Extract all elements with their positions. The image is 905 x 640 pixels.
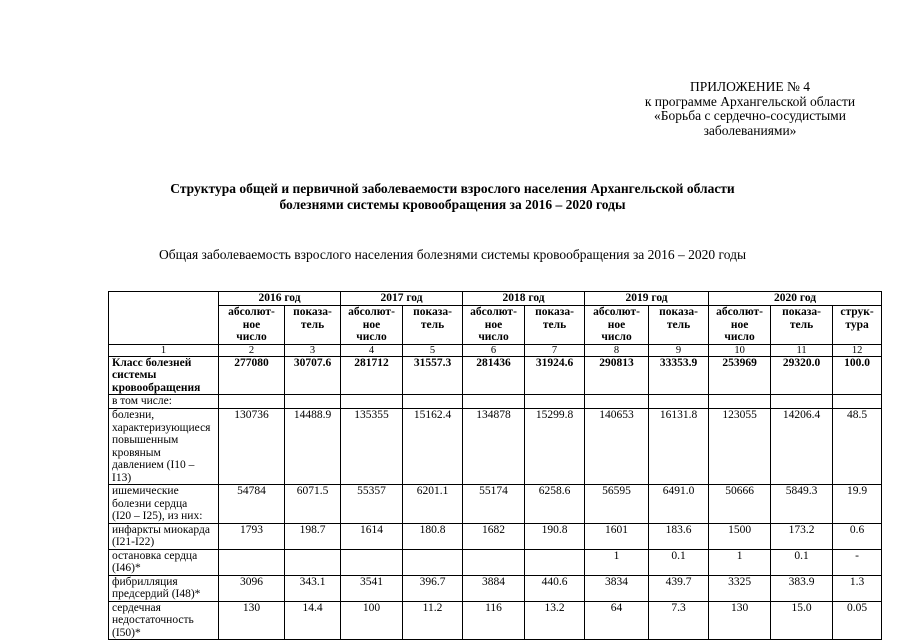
value-cell: 290813	[585, 356, 649, 395]
value-cell	[285, 395, 341, 409]
morbidity-table	[108, 291, 882, 640]
row-label-line: повышенным кровяным	[112, 434, 179, 459]
subheader-absolute-line: ное	[730, 318, 749, 331]
subheader-absolute-line: ное	[607, 318, 626, 331]
value-cell: 6201.1	[403, 485, 463, 524]
value-cell: 48.5	[833, 409, 882, 485]
row-label-line: фибрилляция предсердий (I48)*	[112, 575, 201, 600]
value-cell: 3884	[463, 575, 525, 601]
column-number: 5	[403, 344, 463, 356]
value-cell	[341, 395, 403, 409]
value-cell: 64	[585, 601, 649, 640]
row-label-line: болезни, характеризующиеся	[112, 409, 211, 434]
value-cell: 439.7	[649, 575, 709, 601]
subheader-rate	[649, 306, 709, 345]
row-label	[109, 575, 219, 601]
value-cell: 16131.8	[649, 409, 709, 485]
value-cell: 173.2	[771, 523, 833, 549]
value-cell: 19.9	[833, 485, 882, 524]
value-cell: 281712	[341, 356, 403, 395]
title-line-1: Структура общей и первичной заболеваемости взрослого населения Архангельской области	[170, 181, 735, 196]
value-cell: 6071.5	[285, 485, 341, 524]
value-cell: 15162.4	[403, 409, 463, 485]
table-row	[109, 485, 882, 524]
value-cell: 50666	[709, 485, 771, 524]
value-cell: 1500	[709, 523, 771, 549]
appendix-line-4: заболеваниями»	[703, 122, 797, 138]
table-row	[109, 549, 882, 575]
row-label-line: остановка сердца (I46)*	[112, 549, 198, 574]
value-cell: 100.0	[833, 356, 882, 395]
row-label-line: кровообращения	[112, 381, 201, 394]
subheader-rate	[285, 306, 341, 345]
row-label	[109, 485, 219, 524]
column-number: 8	[585, 344, 649, 356]
row-label-line: сердечная недостаточность	[112, 601, 194, 626]
value-cell	[403, 395, 463, 409]
table-row	[109, 395, 882, 409]
value-cell: 3325	[709, 575, 771, 601]
subheader-rate-line: показа-	[659, 306, 698, 318]
subheader-rate-line: показа-	[413, 306, 452, 318]
value-cell: 3834	[585, 575, 649, 601]
subheader-absolute-line: абсолют-	[228, 306, 275, 318]
value-cell: 13.2	[525, 601, 585, 640]
value-cell: 277080	[219, 356, 285, 395]
value-cell: 31557.3	[403, 356, 463, 395]
column-number: 9	[649, 344, 709, 356]
subheader-absolute	[709, 306, 771, 345]
value-cell: 3096	[219, 575, 285, 601]
value-cell	[525, 549, 585, 575]
subheader-absolute-line: абсолют-	[716, 306, 763, 318]
subheader-absolute-line: число	[601, 331, 632, 343]
value-cell	[525, 395, 585, 409]
value-cell: 198.7	[285, 523, 341, 549]
subheader-rate	[525, 306, 585, 345]
subheader-absolute-line: число	[356, 331, 387, 343]
value-cell	[219, 549, 285, 575]
column-number: 2	[219, 344, 285, 356]
year-header-2016: 2016 год	[219, 292, 341, 306]
subheader-absolute-line: ное	[484, 318, 503, 331]
subheader-rate-line: тель	[420, 318, 445, 331]
value-cell: 1601	[585, 523, 649, 549]
value-cell: -	[833, 549, 882, 575]
value-cell: 1	[709, 549, 771, 575]
row-label-line: в том числе:	[112, 395, 172, 407]
value-cell: 14.4	[285, 601, 341, 640]
value-cell	[463, 549, 525, 575]
value-cell: 7.3	[649, 601, 709, 640]
value-cell: 55174	[463, 485, 525, 524]
row-label	[109, 523, 219, 549]
value-cell	[771, 395, 833, 409]
year-header-2020: 2020 год	[709, 292, 882, 306]
value-cell: 134878	[463, 409, 525, 485]
value-cell: 383.9	[771, 575, 833, 601]
subheader-rate	[771, 306, 833, 345]
subheader-rate-line: тель	[789, 318, 814, 331]
subheader-absolute-line: абсолют-	[348, 306, 395, 318]
appendix-line-3: «Борьба с сердечно-сосудистыми	[654, 108, 846, 123]
subheader-absolute-line: абсолют-	[593, 306, 640, 318]
column-number-row	[109, 344, 882, 356]
value-cell	[285, 549, 341, 575]
subheader-rate-line: тель	[542, 318, 567, 331]
value-cell: 440.6	[525, 575, 585, 601]
value-cell: 3541	[341, 575, 403, 601]
table-row	[109, 356, 882, 395]
year-header-2019: 2019 год	[585, 292, 709, 306]
year-header-2017: 2017 год	[341, 292, 463, 306]
table-row	[109, 523, 882, 549]
column-number: 7	[525, 344, 585, 356]
value-cell	[463, 395, 525, 409]
row-label-line: Класс болезней системы	[112, 356, 192, 381]
subheader-rate-line: тель	[300, 318, 325, 331]
value-cell: 33353.9	[649, 356, 709, 395]
column-number: 4	[341, 344, 403, 356]
value-cell: 1682	[463, 523, 525, 549]
column-number: 1	[109, 344, 219, 356]
row-label-line: инфаркты миокарда (I21-I22)	[112, 523, 210, 548]
row-label	[109, 356, 219, 395]
value-cell: 281436	[463, 356, 525, 395]
subheader-absolute-line: число	[724, 331, 755, 343]
subheader-rate-line: показа-	[782, 306, 821, 318]
value-cell: 0.05	[833, 601, 882, 640]
value-cell: 123055	[709, 409, 771, 485]
value-cell: 130	[709, 601, 771, 640]
row-label-line: (I20 – I25), из них:	[112, 510, 203, 522]
subheader-absolute-line: абсолют-	[470, 306, 517, 318]
subheader-structure-line: струк-	[840, 306, 874, 318]
subheader-rate-line: показа-	[535, 306, 574, 318]
value-cell: 31924.6	[525, 356, 585, 395]
table-row	[109, 409, 882, 485]
value-cell: 0.6	[833, 523, 882, 549]
row-label	[109, 409, 219, 485]
value-cell: 54784	[219, 485, 285, 524]
value-cell	[709, 395, 771, 409]
value-cell: 56595	[585, 485, 649, 524]
value-cell: 1793	[219, 523, 285, 549]
row-label-line: ишемические болезни сердца	[112, 485, 188, 510]
subheader-rate-line: тель	[666, 318, 691, 331]
value-cell: 180.8	[403, 523, 463, 549]
value-cell: 130736	[219, 409, 285, 485]
table-row	[109, 575, 882, 601]
subheader-rate	[403, 306, 463, 345]
value-cell: 0.1	[771, 549, 833, 575]
value-cell: 140653	[585, 409, 649, 485]
subheader-absolute-line: число	[236, 331, 267, 343]
value-cell: 6491.0	[649, 485, 709, 524]
subheader-absolute-line: ное	[362, 318, 381, 331]
column-number: 6	[463, 344, 525, 356]
value-cell: 183.6	[649, 523, 709, 549]
document-title	[0, 181, 905, 213]
title-line-2: болезнями системы кровообращения за 2016 – 2020 годы	[279, 197, 626, 212]
value-cell	[341, 549, 403, 575]
value-cell: 1.3	[833, 575, 882, 601]
year-header-2018: 2018 год	[463, 292, 585, 306]
value-cell: 11.2	[403, 601, 463, 640]
value-cell: 130	[219, 601, 285, 640]
header-corner-cell	[109, 292, 219, 345]
value-cell: 0.1	[649, 549, 709, 575]
value-cell: 15299.8	[525, 409, 585, 485]
value-cell: 29320.0	[771, 356, 833, 395]
value-cell: 343.1	[285, 575, 341, 601]
value-cell	[219, 395, 285, 409]
row-label	[109, 601, 219, 640]
subheader-absolute	[341, 306, 403, 345]
subheader-structure	[833, 306, 882, 345]
subheader-absolute-line: ное	[242, 318, 261, 331]
row-label	[109, 549, 219, 575]
value-cell: 100	[341, 601, 403, 640]
value-cell: 1	[585, 549, 649, 575]
subheader-row	[109, 306, 882, 345]
column-number: 3	[285, 344, 341, 356]
column-number: 11	[771, 344, 833, 356]
value-cell: 253969	[709, 356, 771, 395]
table-row	[109, 601, 882, 640]
value-cell: 190.8	[525, 523, 585, 549]
subheader-absolute-line: число	[478, 331, 509, 343]
value-cell: 396.7	[403, 575, 463, 601]
value-cell: 5849.3	[771, 485, 833, 524]
value-cell	[833, 395, 882, 409]
value-cell: 55357	[341, 485, 403, 524]
value-cell: 14488.9	[285, 409, 341, 485]
value-cell: 6258.6	[525, 485, 585, 524]
subheader-absolute	[219, 306, 285, 345]
year-header-row	[109, 292, 882, 306]
appendix-line-1: ПРИЛОЖЕНИЕ № 4	[689, 79, 811, 94]
value-cell: 30707.6	[285, 356, 341, 395]
value-cell: 15.0	[771, 601, 833, 640]
value-cell: 135355	[341, 409, 403, 485]
appendix-header	[600, 80, 900, 138]
value-cell: 14206.4	[771, 409, 833, 485]
subheader-rate-line: показа-	[293, 306, 332, 318]
row-label-line: (I50)*	[112, 626, 141, 639]
subheader-absolute	[463, 306, 525, 345]
column-number: 12	[833, 344, 882, 356]
table-caption: Общая заболеваемость взрослого населения болезнями системы кровообращения за 2016 – 2020 годы	[158, 247, 747, 262]
row-label	[109, 395, 219, 409]
value-cell	[649, 395, 709, 409]
subheader-absolute	[585, 306, 649, 345]
value-cell	[585, 395, 649, 409]
column-number: 10	[709, 344, 771, 356]
subheader-structure-line: тура	[845, 318, 869, 331]
appendix-line-2: к программе Архангельской области	[644, 93, 856, 109]
row-label-line: давлением (I10 – I13)	[112, 459, 195, 484]
value-cell: 1614	[341, 523, 403, 549]
value-cell: 116	[463, 601, 525, 640]
value-cell	[403, 549, 463, 575]
